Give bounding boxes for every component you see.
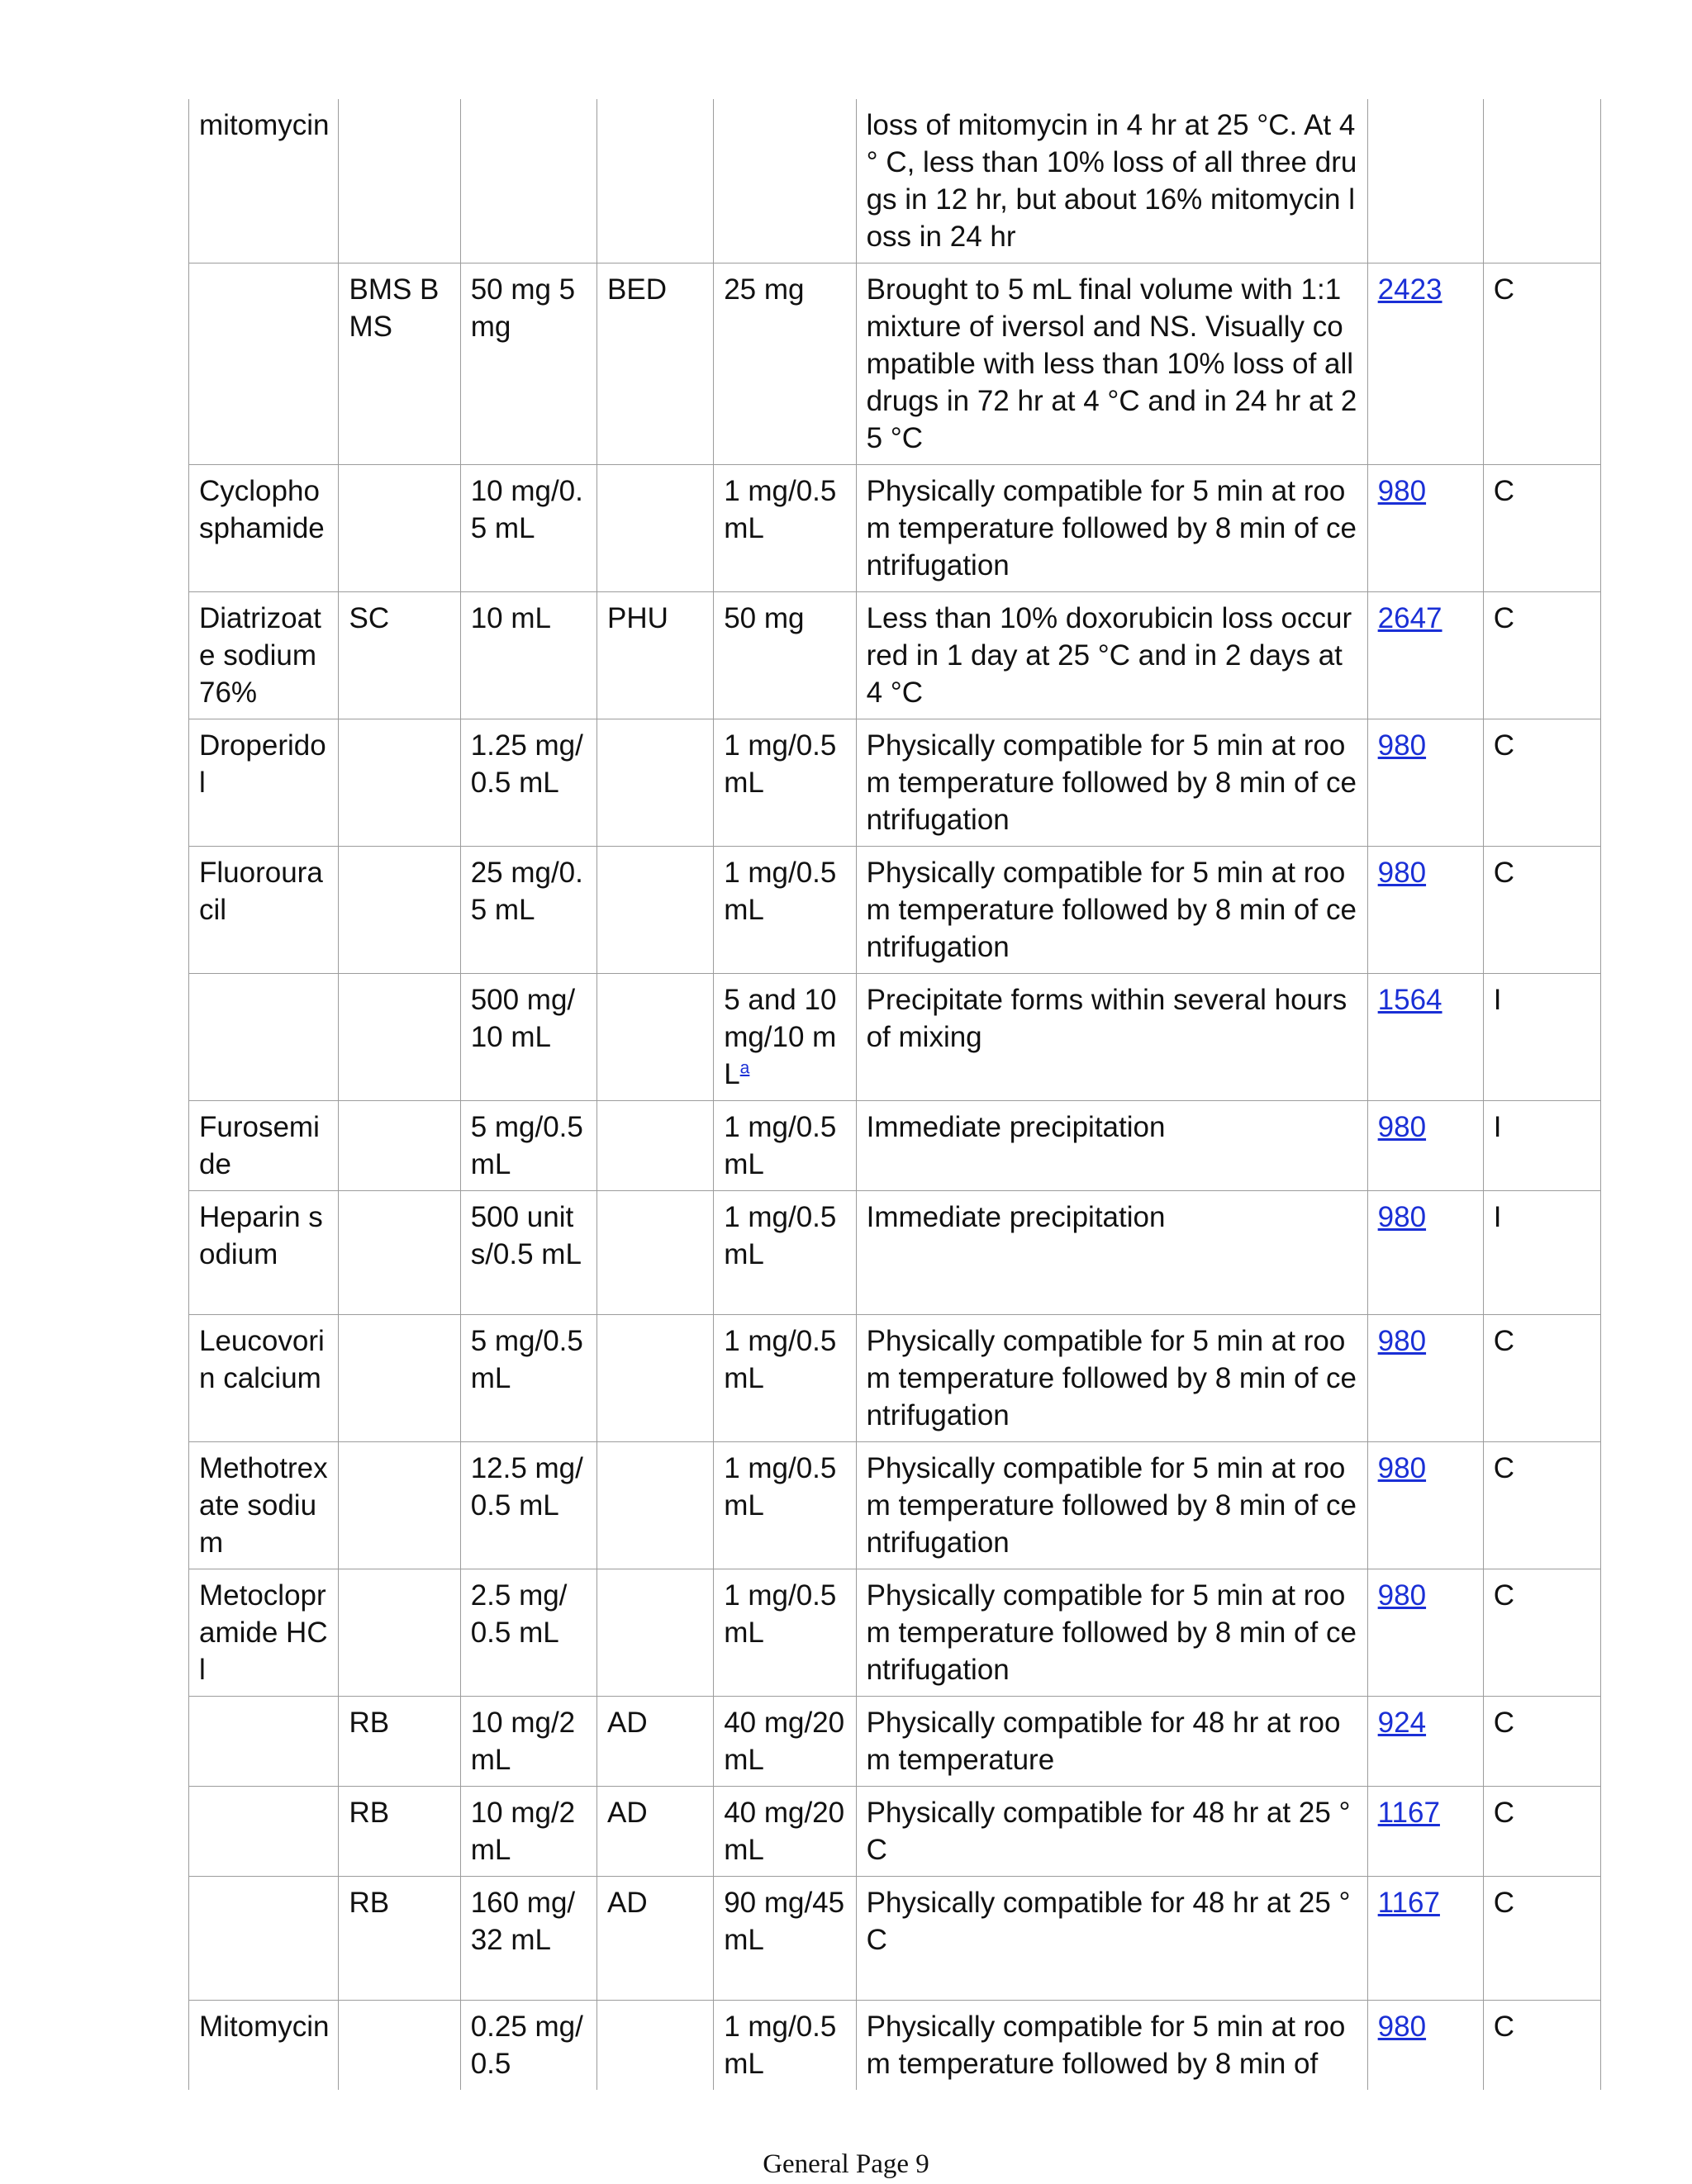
drug-concentration-text: 5 mg/0.5 mL bbox=[470, 1325, 583, 1394]
remarks-cell bbox=[856, 1442, 1367, 1569]
drug-concentration-cell bbox=[460, 264, 596, 465]
reference-link[interactable]: 980 bbox=[1377, 1201, 1427, 1233]
drug-name-text: Diatrizoate sodium 76% bbox=[199, 602, 321, 709]
remarks-cell bbox=[856, 99, 1367, 264]
manufacturer-cell bbox=[339, 465, 460, 592]
doxorubicin-manufacturer-cell bbox=[597, 719, 714, 847]
remarks-cell bbox=[856, 1101, 1367, 1191]
manufacturer-cell bbox=[339, 2001, 460, 2091]
drug-concentration-cell bbox=[460, 99, 596, 264]
doxorubicin-concentration-text: 25 mg bbox=[724, 273, 805, 306]
doxorubicin-concentration-cell bbox=[714, 1101, 856, 1191]
drug-concentration-cell bbox=[460, 1191, 596, 1315]
doxorubicin-concentration-text: 40 mg/20 mL bbox=[724, 1707, 845, 1776]
compatibility-cell bbox=[1483, 1787, 1600, 1877]
doxorubicin-manufacturer-text: AD bbox=[607, 1887, 648, 1919]
drug-concentration-text: 500 units/0.5 mL bbox=[470, 1201, 582, 1270]
reference-cell bbox=[1367, 974, 1483, 1101]
doxorubicin-concentration-text: 1 mg/0.5 mL bbox=[724, 2011, 837, 2080]
compatibility-table bbox=[188, 99, 1601, 2090]
reference-cell bbox=[1367, 1315, 1483, 1442]
doxorubicin-concentration-cell bbox=[714, 264, 856, 465]
compatibility-cell bbox=[1483, 264, 1600, 465]
reference-cell bbox=[1367, 1442, 1483, 1569]
doxorubicin-concentration-text: 1 mg/0.5 mL bbox=[724, 729, 837, 799]
table-row bbox=[189, 1315, 1601, 1442]
compatibility-text: C bbox=[1493, 1887, 1515, 1919]
reference-cell bbox=[1367, 2001, 1483, 2091]
doxorubicin-concentration-text: 1 mg/0.5 mL bbox=[724, 1201, 837, 1270]
doxorubicin-manufacturer-cell bbox=[597, 592, 714, 719]
compatibility-cell bbox=[1483, 99, 1600, 264]
drug-concentration-text: 10 mg/2 mL bbox=[470, 1797, 576, 1866]
doxorubicin-manufacturer-cell bbox=[597, 1569, 714, 1697]
reference-cell bbox=[1367, 1787, 1483, 1877]
drug-concentration-text: 0.25 mg/0.5 bbox=[470, 2011, 583, 2080]
remarks-cell bbox=[856, 1697, 1367, 1787]
doxorubicin-concentration-cell bbox=[714, 465, 856, 592]
drug-concentration-cell bbox=[460, 1569, 596, 1697]
remarks-cell bbox=[856, 2001, 1367, 2091]
compatibility-cell bbox=[1483, 2001, 1600, 2091]
drug-concentration-text: 12.5 mg/0.5 mL bbox=[470, 1452, 583, 1522]
doxorubicin-manufacturer-cell bbox=[597, 974, 714, 1101]
doxorubicin-manufacturer-cell bbox=[597, 1877, 714, 2001]
compatibility-cell bbox=[1483, 1191, 1600, 1315]
manufacturer-cell bbox=[339, 1569, 460, 1697]
reference-link[interactable]: 1167 bbox=[1377, 1797, 1440, 1829]
drug-name-text: Droperidol bbox=[199, 729, 326, 799]
remarks-cell bbox=[856, 264, 1367, 465]
drug-name-text: Fluorouracil bbox=[199, 857, 323, 926]
compatibility-cell bbox=[1483, 974, 1600, 1101]
doxorubicin-concentration-cell bbox=[714, 1787, 856, 1877]
manufacturer-cell bbox=[339, 1315, 460, 1442]
drug-concentration-cell bbox=[460, 465, 596, 592]
manufacturer-text: SC bbox=[349, 602, 390, 634]
compatibility-cell bbox=[1483, 592, 1600, 719]
reference-link[interactable]: 1564 bbox=[1377, 984, 1442, 1016]
manufacturer-cell bbox=[339, 1877, 460, 2001]
compatibility-cell bbox=[1483, 847, 1600, 974]
compatibility-cell bbox=[1483, 1877, 1600, 2001]
remarks-cell bbox=[856, 1787, 1367, 1877]
doxorubicin-manufacturer-text: BED bbox=[607, 273, 667, 306]
manufacturer-text: RB bbox=[349, 1887, 390, 1919]
reference-cell bbox=[1367, 264, 1483, 465]
drug-name-cell bbox=[189, 465, 339, 592]
manufacturer-cell bbox=[339, 264, 460, 465]
reference-link[interactable]: 980 bbox=[1377, 1111, 1427, 1143]
reference-link[interactable]: 980 bbox=[1377, 1579, 1427, 1612]
manufacturer-cell bbox=[339, 974, 460, 1101]
drug-name-cell bbox=[189, 1315, 339, 1442]
drug-name-cell bbox=[189, 1877, 339, 2001]
compatibility-text: C bbox=[1493, 1579, 1515, 1612]
table-row bbox=[189, 974, 1601, 1101]
doxorubicin-concentration-cell bbox=[714, 1442, 856, 1569]
remarks-cell bbox=[856, 465, 1367, 592]
doxorubicin-concentration-text: 5 and 10 mg/10 mL bbox=[724, 984, 837, 1090]
drug-name-cell bbox=[189, 974, 339, 1101]
drug-name-text: Metoclopramide HCl bbox=[199, 1579, 328, 1686]
drug-concentration-text: 5 mg/0.5 mL bbox=[470, 1111, 583, 1180]
drug-concentration-cell bbox=[460, 2001, 596, 2091]
doxorubicin-manufacturer-cell bbox=[597, 99, 714, 264]
doxorubicin-concentration-text: 90 mg/45 mL bbox=[724, 1887, 845, 1956]
reference-cell bbox=[1367, 1569, 1483, 1697]
table-row bbox=[189, 1697, 1601, 1787]
manufacturer-cell bbox=[339, 719, 460, 847]
remarks-text: Immediate precipitation bbox=[866, 1201, 1166, 1233]
compatibility-text: C bbox=[1493, 1325, 1515, 1357]
drug-concentration-cell bbox=[460, 592, 596, 719]
doxorubicin-manufacturer-text: AD bbox=[607, 1797, 648, 1829]
drug-name-cell bbox=[189, 1442, 339, 1569]
doxorubicin-concentration-cell bbox=[714, 2001, 856, 2091]
manufacturer-text: RB bbox=[349, 1707, 390, 1739]
doxorubicin-concentration-cell bbox=[714, 1697, 856, 1787]
table-row bbox=[189, 1191, 1601, 1315]
doxorubicin-concentration-cell bbox=[714, 974, 856, 1101]
manufacturer-cell bbox=[339, 1101, 460, 1191]
doxorubicin-concentration-cell bbox=[714, 1569, 856, 1697]
doxorubicin-manufacturer-cell bbox=[597, 1315, 714, 1442]
remarks-text: Physically compatible for 5 min at room temperature followed by 8 min of bbox=[866, 2011, 1346, 2080]
reference-link[interactable]: 980 bbox=[1377, 857, 1427, 889]
drug-name-cell bbox=[189, 847, 339, 974]
drug-concentration-cell bbox=[460, 1315, 596, 1442]
remarks-cell bbox=[856, 1877, 1367, 2001]
remarks-cell bbox=[856, 974, 1367, 1101]
drug-concentration-cell bbox=[460, 1101, 596, 1191]
compatibility-text: C bbox=[1493, 729, 1515, 762]
compatibility-text: C bbox=[1493, 2011, 1515, 2043]
reference-cell bbox=[1367, 465, 1483, 592]
manufacturer-cell bbox=[339, 1787, 460, 1877]
doxorubicin-concentration-text: 1 mg/0.5 mL bbox=[724, 1325, 837, 1394]
manufacturer-cell bbox=[339, 99, 460, 264]
footnote-marker bbox=[740, 1058, 750, 1077]
compatibility-cell bbox=[1483, 1315, 1600, 1442]
page-footer: General Page 9 bbox=[763, 2149, 929, 2179]
remarks-text: loss of mitomycin in 4 hr at 25 °C. At 4 ° C, less than 10% loss of all three drugs in 12 hr, but about 16% mitomycin loss in 24 hr bbox=[866, 109, 1357, 253]
compatibility-text: I bbox=[1493, 1111, 1502, 1143]
doxorubicin-concentration-text: 50 mg bbox=[724, 602, 805, 634]
table-row bbox=[189, 1101, 1601, 1191]
remarks-text: Immediate precipitation bbox=[866, 1111, 1166, 1143]
reference-link[interactable]: 980 bbox=[1377, 1452, 1427, 1484]
drug-name-text: Mitomycin bbox=[199, 2011, 330, 2043]
table-row bbox=[189, 264, 1601, 465]
doxorubicin-manufacturer-cell bbox=[597, 1442, 714, 1569]
table-row bbox=[189, 1442, 1601, 1569]
drug-name-text: Methotrexate sodium bbox=[199, 1452, 328, 1559]
compatibility-text: C bbox=[1493, 273, 1515, 306]
drug-name-cell bbox=[189, 2001, 339, 2091]
remarks-text: Physically compatible for 5 min at room temperature followed by 8 min of centrifugation bbox=[866, 857, 1357, 963]
compatibility-cell bbox=[1483, 1101, 1600, 1191]
doxorubicin-concentration-text: 1 mg/0.5 mL bbox=[724, 1111, 837, 1180]
table-row bbox=[189, 592, 1601, 719]
reference-cell bbox=[1367, 1101, 1483, 1191]
reference-link[interactable]: 980 bbox=[1377, 2011, 1427, 2043]
remarks-text: Physically compatible for 5 min at room temperature followed by 8 min of centrifugation bbox=[866, 729, 1357, 836]
remarks-cell bbox=[856, 1315, 1367, 1442]
doxorubicin-concentration-text: 1 mg/0.5 mL bbox=[724, 475, 837, 544]
compatibility-cell bbox=[1483, 1569, 1600, 1697]
reference-link[interactable]: 2423 bbox=[1377, 273, 1442, 306]
reference-cell bbox=[1367, 1191, 1483, 1315]
doxorubicin-concentration-text: 1 mg/0.5 mL bbox=[724, 857, 837, 926]
reference-link[interactable]: 980 bbox=[1377, 1325, 1427, 1357]
remarks-text: Precipitate forms within several hours of mixing bbox=[866, 984, 1347, 1053]
reference-cell bbox=[1367, 99, 1483, 264]
drug-name-text: Heparin sodium bbox=[199, 1201, 323, 1270]
remarks-text: Physically compatible for 5 min at room temperature followed by 8 min of centrifugation bbox=[866, 1452, 1357, 1559]
reference-cell bbox=[1367, 847, 1483, 974]
drug-name-text: Leucovorin calcium bbox=[199, 1325, 325, 1394]
doxorubicin-manufacturer-cell bbox=[597, 2001, 714, 2091]
drug-concentration-cell bbox=[460, 1877, 596, 2001]
drug-concentration-text: 2.5 mg/0.5 mL bbox=[470, 1579, 568, 1649]
drug-concentration-text: 160 mg/32 mL bbox=[470, 1887, 576, 1956]
drug-name-cell bbox=[189, 99, 339, 264]
doxorubicin-concentration-cell bbox=[714, 1877, 856, 2001]
remarks-text: Physically compatible for 48 hr at 25 °C bbox=[866, 1797, 1351, 1866]
drug-name-cell bbox=[189, 1569, 339, 1697]
doxorubicin-manufacturer-text: PHU bbox=[607, 602, 668, 634]
drug-concentration-text: 1.25 mg/0.5 mL bbox=[470, 729, 583, 799]
reference-cell bbox=[1367, 1877, 1483, 2001]
drug-name-cell bbox=[189, 1697, 339, 1787]
reference-link[interactable]: 2647 bbox=[1377, 602, 1442, 634]
compatibility-text: C bbox=[1493, 857, 1515, 889]
drug-concentration-cell bbox=[460, 719, 596, 847]
compatibility-text: C bbox=[1493, 1707, 1515, 1739]
compatibility-text: C bbox=[1493, 1452, 1515, 1484]
doxorubicin-concentration-cell bbox=[714, 592, 856, 719]
drug-concentration-text: 10 mL bbox=[470, 602, 551, 634]
reference-cell bbox=[1367, 719, 1483, 847]
remarks-cell bbox=[856, 847, 1367, 974]
table-row bbox=[189, 1569, 1601, 1697]
doxorubicin-manufacturer-cell bbox=[597, 465, 714, 592]
drug-name-cell bbox=[189, 719, 339, 847]
doxorubicin-concentration-cell bbox=[714, 1191, 856, 1315]
manufacturer-cell bbox=[339, 592, 460, 719]
drug-name-text: Furosemide bbox=[199, 1111, 320, 1180]
compatibility-cell bbox=[1483, 719, 1600, 847]
doxorubicin-concentration-cell bbox=[714, 99, 856, 264]
remarks-text: Physically compatible for 5 min at room temperature followed by 8 min of centrifugation bbox=[866, 1325, 1357, 1431]
remarks-text: Physically compatible for 48 hr at 25 °C bbox=[866, 1887, 1351, 1956]
table-row bbox=[189, 2001, 1601, 2091]
remarks-text: Less than 10% doxorubicin loss occurred in 1 day at 25 °C and in 2 days at 4 °C bbox=[866, 602, 1352, 709]
remarks-cell bbox=[856, 719, 1367, 847]
drug-name-cell bbox=[189, 264, 339, 465]
table-row bbox=[189, 847, 1601, 974]
drug-concentration-text: 25 mg/0.5 mL bbox=[470, 857, 583, 926]
manufacturer-cell bbox=[339, 847, 460, 974]
drug-concentration-text: 10 mg/2 mL bbox=[470, 1707, 576, 1776]
compatibility-cell bbox=[1483, 1442, 1600, 1569]
manufacturer-text: BMS BMS bbox=[349, 273, 440, 343]
doxorubicin-concentration-cell bbox=[714, 719, 856, 847]
doxorubicin-concentration-text: 1 mg/0.5 mL bbox=[724, 1579, 837, 1649]
table-row bbox=[189, 719, 1601, 847]
drug-name-text: Cyclophosphamide bbox=[199, 475, 325, 544]
reference-link[interactable]: 980 bbox=[1377, 475, 1427, 507]
table-body bbox=[189, 99, 1601, 2090]
remarks-text: Physically compatible for 48 hr at room temperature bbox=[866, 1707, 1341, 1776]
table-row bbox=[189, 1877, 1601, 2001]
compatibility-text: C bbox=[1493, 602, 1515, 634]
manufacturer-text: RB bbox=[349, 1797, 390, 1829]
table-row bbox=[189, 99, 1601, 264]
drug-name-cell bbox=[189, 1191, 339, 1315]
table-row bbox=[189, 1787, 1601, 1877]
manufacturer-cell bbox=[339, 1442, 460, 1569]
doxorubicin-manufacturer-cell bbox=[597, 1697, 714, 1787]
doxorubicin-concentration-text: 40 mg/20 mL bbox=[724, 1797, 845, 1866]
drug-concentration-cell bbox=[460, 1442, 596, 1569]
doxorubicin-concentration-cell bbox=[714, 1315, 856, 1442]
compatibility-text: I bbox=[1493, 984, 1502, 1016]
drug-name-cell bbox=[189, 1101, 339, 1191]
remarks-cell bbox=[856, 592, 1367, 719]
doxorubicin-manufacturer-cell bbox=[597, 847, 714, 974]
doxorubicin-manufacturer-cell bbox=[597, 1101, 714, 1191]
remarks-text: Brought to 5 mL final volume with 1:1 mixture of iversol and NS. Visually compatible with less than 10% loss of all drugs in 72 hr at 4 °C and in 24 hr at 25 °C bbox=[866, 273, 1357, 454]
doxorubicin-concentration-text: 1 mg/0.5 mL bbox=[724, 1452, 837, 1522]
doxorubicin-manufacturer-cell bbox=[597, 1787, 714, 1877]
compatibility-text: I bbox=[1493, 1201, 1502, 1233]
drug-concentration-cell bbox=[460, 847, 596, 974]
reference-link[interactable]: 1167 bbox=[1377, 1887, 1440, 1919]
remarks-cell bbox=[856, 1569, 1367, 1697]
doxorubicin-manufacturer-cell bbox=[597, 264, 714, 465]
reference-link[interactable]: 980 bbox=[1377, 729, 1427, 762]
drug-concentration-text: 500 mg/10 mL bbox=[470, 984, 576, 1053]
drug-concentration-cell bbox=[460, 1787, 596, 1877]
drug-concentration-text: 50 mg 5 mg bbox=[470, 273, 576, 343]
drug-concentration-text: 10 mg/0.5 mL bbox=[470, 475, 583, 544]
doxorubicin-manufacturer-cell bbox=[597, 1191, 714, 1315]
manufacturer-cell bbox=[339, 1191, 460, 1315]
drug-name-cell bbox=[189, 1787, 339, 1877]
compatibility-cell bbox=[1483, 1697, 1600, 1787]
drug-name-cell bbox=[189, 592, 339, 719]
reference-cell bbox=[1367, 1697, 1483, 1787]
footnote-link[interactable]: a bbox=[739, 1058, 750, 1078]
remarks-text: Physically compatible for 5 min at room temperature followed by 8 min of centrifugation bbox=[866, 1579, 1357, 1686]
compatibility-cell bbox=[1483, 465, 1600, 592]
doxorubicin-manufacturer-text: AD bbox=[607, 1707, 648, 1739]
reference-link[interactable]: 924 bbox=[1377, 1707, 1427, 1739]
reference-cell bbox=[1367, 592, 1483, 719]
drug-name-text: mitomycin bbox=[199, 109, 330, 141]
compatibility-text: C bbox=[1493, 475, 1515, 507]
compatibility-text: C bbox=[1493, 1797, 1515, 1829]
table-row bbox=[189, 465, 1601, 592]
remarks-cell bbox=[856, 1191, 1367, 1315]
remarks-text: Physically compatible for 5 min at room temperature followed by 8 min of centrifugation bbox=[866, 475, 1357, 582]
drug-concentration-cell bbox=[460, 974, 596, 1101]
doxorubicin-concentration-cell bbox=[714, 847, 856, 974]
manufacturer-cell bbox=[339, 1697, 460, 1787]
drug-concentration-cell bbox=[460, 1697, 596, 1787]
